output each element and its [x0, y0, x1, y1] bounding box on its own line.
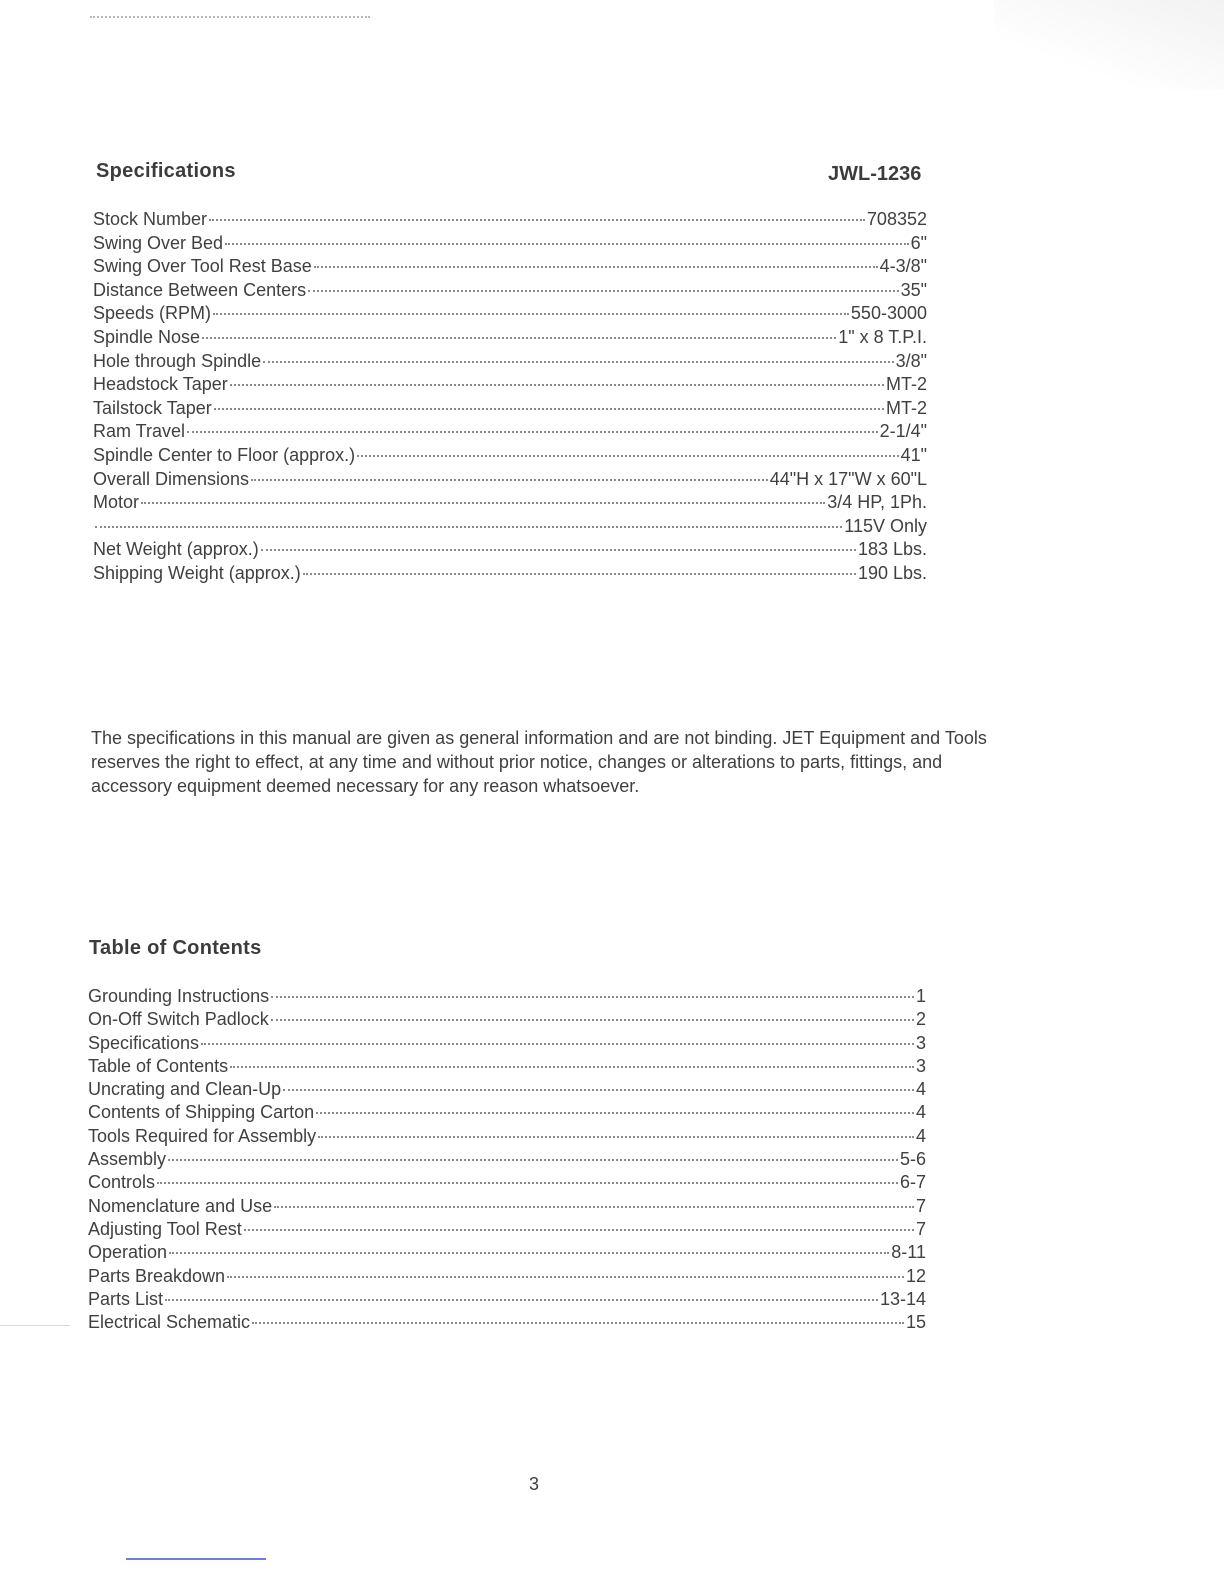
spec-row	[93, 468, 927, 492]
spec-row-value: 190 Lbs.	[857, 562, 927, 583]
dot-leader	[165, 1299, 878, 1301]
spec-row-label: Hole through Spindle	[93, 350, 262, 371]
page-number: 3	[529, 1474, 540, 1494]
toc-entry	[88, 1101, 926, 1124]
spec-row-label: Overall Dimensions	[93, 468, 250, 489]
dot-leader	[141, 502, 825, 504]
spec-row-label: Spindle Nose	[93, 326, 201, 347]
spec-row-value: 183 Lbs.	[857, 539, 927, 560]
toc-entry	[88, 985, 926, 1008]
dot-leader	[357, 455, 898, 457]
spec-row-value: 35"	[900, 279, 927, 300]
spec-row	[93, 515, 927, 539]
dot-leader	[214, 408, 884, 410]
model-number: JWL-1236	[828, 163, 922, 185]
spec-row-value: 2-1/4"	[879, 421, 927, 442]
spec-row	[93, 255, 927, 279]
spec-row-label: Distance Between Centers	[93, 279, 307, 300]
disclaimer-paragraph: The specifications in this manual are given as general information and are not binding. JET Equipment and Tools reserves the right to effect, at any time and without prior notice, changes or alterations to parts, fittings, and accessory equipment deemed necessary for any reason whatsoever.	[91, 728, 987, 796]
toc-entry	[88, 1311, 926, 1334]
spec-row	[93, 326, 927, 350]
spec-row	[93, 302, 927, 326]
toc-entry	[88, 1032, 926, 1055]
toc-entry-label: Nomenclature and Use	[88, 1195, 273, 1216]
dot-leader	[95, 526, 842, 528]
spec-row-value: 1" x 8 T.P.I.	[838, 326, 927, 347]
dot-leader	[283, 1089, 914, 1091]
dot-leader	[316, 1112, 914, 1114]
dot-leader	[261, 549, 856, 551]
toc-entry-label: Controls	[88, 1172, 156, 1193]
toc-entry-value: 13-14	[879, 1288, 926, 1309]
dot-leader	[263, 361, 893, 363]
toc-entry-label: Adjusting Tool Rest	[88, 1218, 242, 1239]
spec-row-label: Swing Over Bed	[93, 232, 224, 253]
toc-entry-label: On-Off Switch Padlock	[88, 1009, 269, 1030]
toc-entry-label: Contents of Shipping Carton	[88, 1102, 315, 1123]
table-of-contents-heading: Table of Contents	[89, 937, 262, 959]
toc-entry-value: 2	[915, 1009, 926, 1030]
spec-row-value: 4-3/8"	[879, 256, 927, 277]
toc-entry-value: 1	[915, 986, 926, 1006]
toc-entry	[88, 1008, 926, 1031]
dot-leader	[168, 1159, 898, 1161]
spec-row	[93, 232, 927, 256]
spec-row-value: 44"H x 17"W x 60"L	[769, 468, 927, 489]
spec-row	[93, 538, 927, 562]
spec-row-value: MT-2	[885, 374, 927, 395]
dot-leader	[252, 1322, 904, 1324]
toc-entry-value: 12	[905, 1265, 926, 1286]
toc-entry	[88, 1078, 926, 1101]
toc-entry-value: 6-7	[899, 1172, 926, 1193]
scan-artifact-fold	[994, 0, 1224, 90]
toc-entry-value: 4	[915, 1102, 926, 1123]
spec-row-label: Headstock Taper	[93, 374, 228, 395]
toc-entry	[88, 1195, 926, 1218]
dot-leader	[230, 384, 884, 386]
scan-artifact-underline	[126, 1558, 266, 1560]
dot-leader	[271, 1019, 914, 1021]
table-of-contents-list	[88, 985, 926, 1334]
spec-row-value: 41"	[900, 444, 927, 465]
spec-row-value: 550-3000	[850, 303, 927, 324]
spec-row	[93, 420, 927, 444]
dot-leader	[308, 290, 898, 292]
toc-entry-value: 7	[915, 1195, 926, 1216]
dot-leader	[251, 479, 768, 481]
toc-entry	[88, 1125, 926, 1148]
spec-row-label: Spindle Center to Floor (approx.)	[93, 444, 356, 465]
dot-leader	[157, 1182, 898, 1184]
toc-entry	[88, 1288, 926, 1311]
specifications-list	[93, 208, 927, 586]
spec-row	[93, 491, 927, 515]
spec-row-value: 3/4 HP, 1Ph.	[827, 492, 927, 513]
dot-leader	[169, 1252, 889, 1254]
toc-entry-label: Operation	[88, 1242, 168, 1263]
spec-row-value: MT-2	[885, 397, 927, 418]
spec-row-label: Stock Number	[93, 209, 208, 229]
spec-row-value: 115V Only	[844, 515, 927, 536]
toc-entry-label: Table of Contents	[88, 1055, 229, 1076]
toc-entry	[88, 1218, 926, 1241]
dot-leader	[202, 337, 836, 339]
spec-row-label: Net Weight (approx.)	[93, 539, 259, 560]
dot-leader	[244, 1229, 914, 1231]
scan-artifact-edge	[0, 1325, 70, 1326]
toc-entry-label: Grounding Instructions	[88, 986, 270, 1006]
toc-entry-value: 5-6	[899, 1149, 926, 1170]
spec-row-value: 6"	[910, 232, 927, 253]
spec-row-label: Tailstock Taper	[93, 397, 212, 418]
toc-entry-value: 8-11	[891, 1242, 926, 1263]
dot-leader	[213, 313, 849, 315]
spec-row	[93, 350, 927, 374]
toc-entry-label: Electrical Schematic	[88, 1312, 251, 1333]
toc-entry-value: 15	[905, 1312, 926, 1333]
toc-entry-value: 4	[915, 1079, 926, 1100]
spec-row-value: 3/8"	[895, 350, 927, 371]
toc-entry-value: 3	[915, 1055, 926, 1076]
dot-leader	[314, 266, 878, 268]
spec-row-label: Speeds (RPM)	[93, 303, 212, 324]
scan-artifact-line	[90, 16, 370, 18]
toc-entry-label: Assembly	[88, 1149, 167, 1170]
dot-leader	[209, 219, 865, 221]
toc-entry-label: Uncrating and Clean-Up	[88, 1079, 282, 1100]
dot-leader	[225, 243, 909, 245]
toc-entry-label: Parts List	[88, 1288, 164, 1309]
toc-entry	[88, 1265, 926, 1288]
dot-leader	[201, 1043, 914, 1045]
toc-entry	[88, 1148, 926, 1171]
toc-entry-label: Parts Breakdown	[88, 1265, 226, 1286]
dot-leader	[187, 431, 878, 433]
dot-leader	[274, 1206, 914, 1208]
dot-leader	[227, 1276, 904, 1278]
spec-row-label: Motor	[93, 492, 140, 513]
dot-leader	[318, 1136, 914, 1138]
toc-entry-value: 4	[915, 1125, 926, 1146]
toc-entry	[88, 1055, 926, 1078]
spec-row	[93, 397, 927, 421]
spec-row	[93, 562, 927, 586]
spec-row-label: Shipping Weight (approx.)	[93, 562, 301, 583]
dot-leader	[271, 996, 914, 998]
toc-entry-label: Tools Required for Assembly	[88, 1125, 317, 1146]
dot-leader	[303, 573, 856, 575]
toc-entry	[88, 1241, 926, 1264]
dot-leader	[230, 1066, 914, 1068]
toc-entry	[88, 1171, 926, 1194]
toc-entry-value: 7	[915, 1218, 926, 1239]
spec-row-label: Ram Travel	[93, 421, 186, 442]
spec-row-label: Swing Over Tool Rest Base	[93, 256, 312, 277]
toc-entry-label: Specifications	[88, 1032, 200, 1053]
spec-row	[93, 373, 927, 397]
specifications-heading: Specifications	[96, 160, 236, 182]
toc-entry-value: 3	[915, 1032, 926, 1053]
spec-row	[93, 208, 927, 232]
spec-row	[93, 444, 927, 468]
spec-row-value: 708352	[866, 209, 927, 229]
spec-row	[93, 279, 927, 303]
